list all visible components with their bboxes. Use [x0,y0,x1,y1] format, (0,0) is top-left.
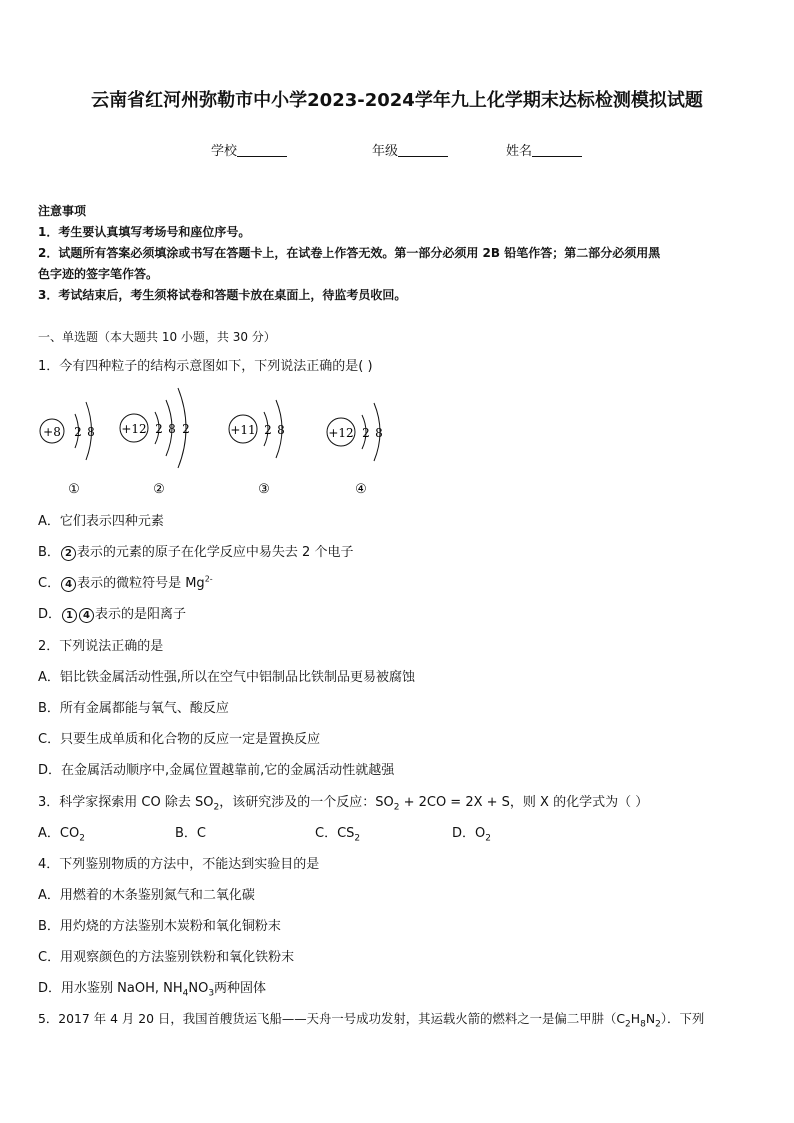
page-title: 云南省红河州弥勒市中小学2023-2024学年九上化学期末达标检测模拟试题 [91,90,703,111]
subscript: 3 [208,988,215,999]
q2-stem: 2．下列说法正确的是 [38,639,164,654]
grade-blank[interactable] [398,144,448,157]
notice-block [38,201,660,306]
q1-option-c-prefix: C． [38,576,61,591]
circled-number: 4 [61,577,76,592]
q3-stem-part: ，该研究涉及的一个反应：SO [219,795,394,810]
q3-option-c-text: C．CS [315,826,355,841]
notice-item-1: 1．考生要认真填写考场号和座位序号。 [38,225,251,239]
notice-item-2-cont: 色字迹的签字笔作答。 [38,267,159,281]
notice-heading: 注意事项 [38,204,87,218]
notice-item-2: 2．试题所有答案必须填涂或书写在答题卡上，在试卷上作答无效。第一部分必须用 2B 铅笔作答；第二部分必须用黑 [38,246,661,260]
subscript: 2 [625,1019,631,1030]
diagram-1-nucleus: +8 [43,425,61,439]
circled-number: 4 [79,608,94,623]
diagram-3-nucleus: +11 [230,423,256,437]
diagram-4-label: ④ [355,482,367,497]
diagram-4-shell-2: 8 [375,426,383,440]
q1-option-b-text: 表示的元素的原子在化学反应中易失去 2 个电子 [76,545,354,560]
q1-option-c-text: 表示的微粒符号是 Mg [77,576,205,591]
diagram-2-nucleus: +12 [121,422,147,436]
diagram-1 [40,402,95,497]
q3-option-a-text: A．CO [38,826,80,841]
q2-option-a[interactable]: A．铝比铁金属活动性强,所以在空气中铝制品比铁制品更易被腐蚀 [38,670,416,685]
q4-option-d-part: D．用水鉴别 NaOH, NH [38,981,183,996]
subscript: 2 [79,833,85,844]
q2-option-b[interactable]: B．所有金属都能与氧气、酸反应 [38,701,229,716]
q3-option-a[interactable] [38,822,85,844]
diagram-2-shell-2: 8 [168,422,176,436]
q3-option-d-text: D．O [452,826,486,841]
q5-stem-part: ）．下列 [660,1011,705,1026]
diagram-3-label: ③ [258,482,270,497]
q1-stem: 1．今有四种粒子的结构示意图如下，下列说法正确的是( ) [38,359,373,374]
q5-stem-part: N [645,1011,656,1026]
diagram-2-label: ② [153,482,165,497]
q3-option-b[interactable]: B．C [175,826,206,841]
diagram-4-nucleus: +12 [328,426,354,440]
diagram-4-shell-1: 2 [362,426,370,440]
grade-label: 年级 [372,144,399,159]
diagram-2-shell-3: 2 [182,422,190,436]
subscript: 2 [485,833,491,844]
school-field[interactable] [211,140,287,159]
subscript: 8 [640,1019,646,1030]
diagram-4 [327,403,383,497]
q5-stem [38,1009,704,1029]
name-field[interactable] [506,140,582,159]
name-blank[interactable] [532,144,582,157]
q5-stem-part: 5．2017 年 4 月 20 日，我国首艘货运飞船——天舟一号成功发射，其运载火箭的燃料之一是偏二甲肼（C [38,1011,626,1026]
notice-item-3: 3．考试结束后，考生须将试卷和答题卡放在桌面上，待监考员收回。 [38,288,407,302]
q4-option-d-part: NO [188,981,209,996]
subscript: 2 [354,833,361,844]
q2-option-c[interactable]: C．只要生成单质和化合物的反应一定是置换反应 [38,732,321,747]
q1-option-b-prefix: B． [38,545,60,560]
q4-option-a[interactable]: A．用燃着的木条鉴别氮气和二氧化碳 [38,888,255,903]
diagram-3-shell-2: 8 [277,423,285,437]
q3-option-d[interactable] [452,822,491,844]
circled-number: 1 [62,608,77,623]
q4-option-c[interactable]: C．用观察颜色的方法鉴别铁粉和氧化铁粉末 [38,950,295,965]
q5-stem-part: H [630,1011,641,1026]
q1-option-d-text: 表示的是阳离子 [95,607,187,622]
school-blank[interactable] [237,144,287,157]
school-label: 学校 [211,144,238,159]
diagram-1-label: ① [68,482,80,497]
diagram-1-shell-2: 8 [87,425,95,439]
q3-stem [38,791,648,813]
q3-stem-part: 3．科学家探索用 CO 除去 SO [38,795,214,810]
diagram-1-shell-1: 2 [74,425,82,439]
atomic-structure-diagrams [30,384,430,500]
q1-option-d-prefix: D． [38,607,62,622]
diagram-3 [229,400,285,497]
name-label: 姓名 [506,144,533,159]
q1-option-c[interactable] [38,572,213,592]
section-heading: 一、单选题（本大题共 10 小题，共 30 分） [38,330,276,344]
q3-stem-part: + 2CO = 2X + S，则 X 的化学式为（ ） [399,795,649,810]
q2-option-d[interactable]: D．在金属活动顺序中,金属位置越靠前,它的金属活动性就越强 [38,763,395,778]
grade-field[interactable] [372,140,448,159]
q4-option-d-part: 两种固体 [214,981,267,996]
circled-number: 2 [61,546,76,561]
q4-stem: 4．下列鉴别物质的方法中，不能达到实验目的是 [38,857,320,872]
diagram-2-shell-1: 2 [155,422,163,436]
subscript: 2 [393,802,400,813]
subscript: 2 [213,802,220,813]
subscript: 2 [655,1019,661,1030]
q1-option-b[interactable] [38,541,353,561]
q4-option-b[interactable]: B．用灼烧的方法鉴别木炭粉和氧化铜粉末 [38,919,281,934]
q4-option-d[interactable] [38,977,266,999]
q1-option-d[interactable] [38,603,186,623]
q3-option-c[interactable] [315,822,360,844]
ion-charge: 2- [204,574,213,584]
subscript: 4 [182,988,189,999]
diagram-3-shell-1: 2 [264,423,272,437]
q1-option-a[interactable]: A．它们表示四种元素 [38,514,164,529]
diagram-2 [120,388,190,497]
